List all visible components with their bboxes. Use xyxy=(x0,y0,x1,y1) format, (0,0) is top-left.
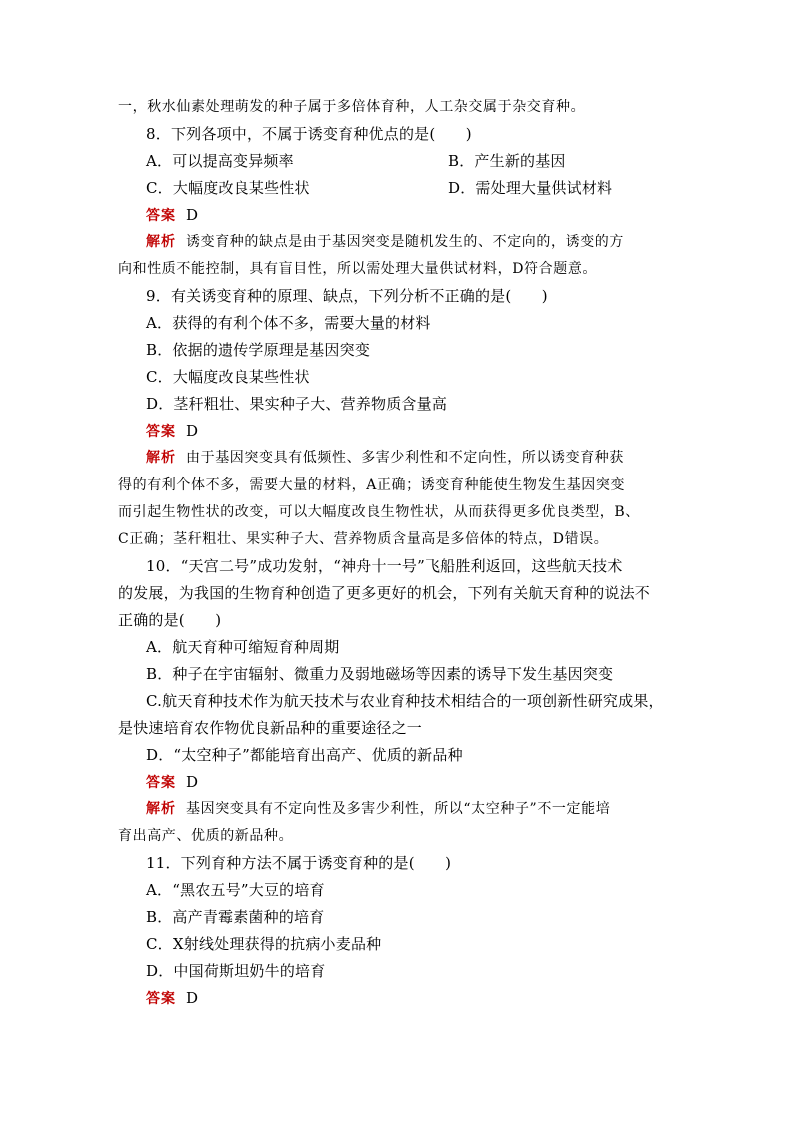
q9-option-a: A．获得的有利个体不多，需要大量的材料 xyxy=(146,314,431,332)
q9-analysis-line3: 而引起生物性状的改变，可以大幅度改良生物性状，从而获得更多优良类型，B、 xyxy=(118,504,640,520)
q9-answer xyxy=(146,421,198,442)
q10-option-c-line1: C.航天育种技术作为航天技术与农业育种技术相结合的一项创新性研究成果， xyxy=(146,692,664,710)
q9-option-b: B．依据的遗传学原理是基因突变 xyxy=(146,341,371,359)
q10-option-c-line2: 是快速培育农作物优良新品种的重要途径之一 xyxy=(118,719,423,737)
q10-option-b: B．种子在宇宙辐射、微重力及弱地磁场等因素的诱导下发生基因突变 xyxy=(146,665,614,683)
q10-answer xyxy=(146,772,198,793)
q9-option-d: D．茎秆粗壮、果实种子大、营养物质含量高 xyxy=(146,395,448,413)
q8-option-c: C．大幅度改良某些性状 xyxy=(146,179,310,197)
analysis-label: 解析 xyxy=(146,450,176,466)
analysis-label: 解析 xyxy=(146,801,176,817)
q8-stem: 8．下列各项中，不属于诱变育种优点的是( ) xyxy=(146,125,472,143)
q10-option-d: D．“太空种子”都能培育出高产、优质的新品种 xyxy=(146,746,463,764)
q11-option-b: B．高产青霉素菌种的培育 xyxy=(146,908,325,926)
q8-answer xyxy=(146,205,198,226)
analysis-text: 基因突变具有不定向性及多害少利性，所以“太空种子”不一定能培 xyxy=(186,801,611,817)
q9-analysis-line4: C正确；茎秆粗壮、果实种子大、营养物质含量高是多倍体的特点，D错误。 xyxy=(118,531,609,547)
analysis-text: 由于基因突变具有低频性、多害少利性和不定向性，所以诱变育种获 xyxy=(186,450,624,466)
answer-value: D xyxy=(186,206,199,224)
q9-option-c: C．大幅度改良某些性状 xyxy=(146,368,310,386)
answer-label: 答案 xyxy=(146,424,176,440)
q11-answer xyxy=(146,988,198,1009)
analysis-label: 解析 xyxy=(146,234,176,250)
answer-value: D xyxy=(186,422,199,440)
answer-label: 答案 xyxy=(146,208,176,224)
answer-value: D xyxy=(186,989,199,1007)
q8-options-row2 xyxy=(146,178,613,198)
analysis-text: 诱变育种的缺点是由于基因突变是随机发生的、不定向的，诱变的方 xyxy=(186,234,624,250)
q8-option-d: D．需处理大量供试材料 xyxy=(448,179,613,197)
q8-option-a: A．可以提高变异频率 xyxy=(146,152,294,170)
q11-option-a: A．“黑农五号”大豆的培育 xyxy=(146,881,325,899)
answer-label: 答案 xyxy=(146,991,176,1007)
q11-stem: 11．下列育种方法不属于诱变育种的是( ) xyxy=(146,854,452,872)
answer-value: D xyxy=(186,773,199,791)
q9-analysis-line1 xyxy=(146,448,624,468)
q9-analysis-line2: 得的有利个体不多，需要大量的材料，A正确；诱变育种能使生物发生基因突变 xyxy=(118,477,626,493)
q8-analysis-line2: 向和性质不能控制，具有盲目性，所以需处理大量供试材料，D符合题意。 xyxy=(118,261,598,277)
q8-analysis-line1 xyxy=(146,232,624,252)
q10-stem-line2: 的发展，为我国的生物育种创造了更多更好的机会，下列有关航天育种的说法不 xyxy=(118,584,651,602)
q9-stem: 9．有关诱变育种的原理、缺点，下列分析不正确的是( ) xyxy=(146,287,548,305)
answer-label: 答案 xyxy=(146,775,176,791)
q8-options-row1 xyxy=(146,151,566,171)
q8-option-b: B．产生新的基因 xyxy=(448,152,566,170)
q10-option-a: A．航天育种可缩短育种周期 xyxy=(146,638,340,656)
q10-analysis-line2: 育出高产、优质的新品种。 xyxy=(118,828,294,844)
q10-analysis-line1 xyxy=(146,799,610,819)
q10-stem-line1: 10．“天宫二号”成功发射，“神舟十一号”飞船胜利返回，这些航天技术 xyxy=(146,557,623,575)
q10-stem-line3: 正确的是( ) xyxy=(118,611,222,629)
q11-option-d: D．中国荷斯坦奶牛的培育 xyxy=(146,962,326,980)
intro-text: 一，秋水仙素处理萌发的种子属于多倍体育种，人工杂交属于杂交育种。 xyxy=(118,99,586,115)
q11-option-c: C．X射线处理获得的抗病小麦品种 xyxy=(146,935,382,953)
